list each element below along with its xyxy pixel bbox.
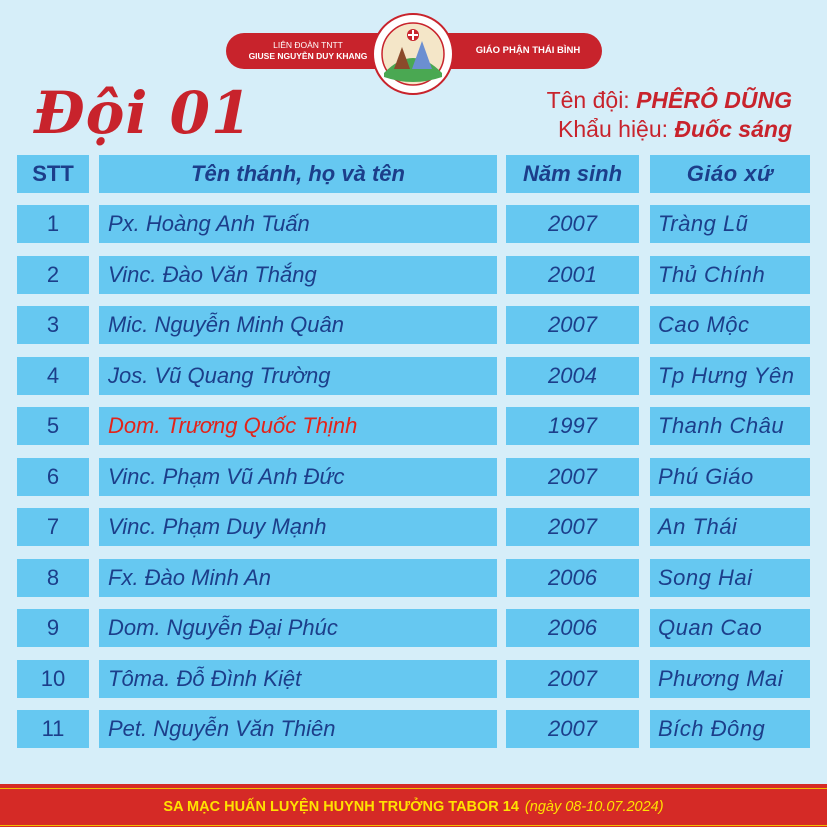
footer bbox=[0, 788, 827, 826]
cell-year: 2004 bbox=[506, 357, 639, 395]
cell-parish: Thủ Chính bbox=[650, 256, 810, 294]
cell-year: 2006 bbox=[506, 559, 639, 597]
cell-parish: Bích Đông bbox=[650, 710, 810, 748]
cell-stt: 3 bbox=[17, 306, 89, 344]
cell-stt: 9 bbox=[17, 609, 89, 647]
header-name: Tên thánh, họ và tên bbox=[99, 155, 497, 193]
cell-parish: Tp Hưng Yên bbox=[650, 357, 810, 395]
cell-stt: 2 bbox=[17, 256, 89, 294]
cell-parish: Quan Cao bbox=[650, 609, 810, 647]
cell-parish: Phú Giáo bbox=[650, 458, 810, 496]
team-info bbox=[547, 86, 792, 144]
cell-name: Dom. Nguyễn Đại Phúc bbox=[99, 609, 497, 647]
header-stt: STT bbox=[17, 155, 89, 193]
cell-name: Mic. Nguyễn Minh Quân bbox=[99, 306, 497, 344]
cell-name: Tôma. Đỗ Đình Kiệt bbox=[99, 660, 497, 698]
cell-parish: Thanh Châu bbox=[650, 407, 810, 445]
footer-date: (ngày 08-10.07.2024) bbox=[524, 799, 664, 815]
footer-title: SA MẠC HUẤN LUYỆN HUYNH TRƯỞNG TABOR 14 bbox=[163, 799, 519, 815]
cell-stt: 10 bbox=[17, 660, 89, 698]
cell-name: Dom. Trương Quốc Thịnh bbox=[99, 407, 497, 445]
header-right-text: GIÁO PHẬN THÁI BÌNH bbox=[475, 45, 581, 56]
header-left-text bbox=[238, 40, 378, 62]
team-name-line bbox=[547, 86, 792, 115]
team-name-value: PHÊRÔ DŨNG bbox=[636, 87, 792, 113]
cell-year: 2007 bbox=[506, 205, 639, 243]
cell-parish: Cao Mộc bbox=[650, 306, 810, 344]
cell-year: 2006 bbox=[506, 609, 639, 647]
cell-stt: 11 bbox=[17, 710, 89, 748]
cell-stt: 1 bbox=[17, 205, 89, 243]
cell-name: Jos. Vũ Quang Trường bbox=[99, 357, 497, 395]
cell-stt: 6 bbox=[17, 458, 89, 496]
header-parish: Giáo xứ bbox=[650, 155, 810, 193]
cell-year: 2007 bbox=[506, 458, 639, 496]
header-year: Năm sinh bbox=[506, 155, 639, 193]
cell-stt: 5 bbox=[17, 407, 89, 445]
header-left-line1: LIÊN ĐOÀN TNTT bbox=[273, 40, 343, 50]
cell-name: Vinc. Đào Văn Thắng bbox=[99, 256, 497, 294]
team-motto-line bbox=[547, 115, 792, 144]
cell-year: 2007 bbox=[506, 508, 639, 546]
team-name-label: Tên đội: bbox=[546, 87, 630, 113]
cell-name: Vinc. Phạm Vũ Anh Đức bbox=[99, 458, 497, 496]
cell-year: 2007 bbox=[506, 710, 639, 748]
cell-name: Fx. Đào Minh An bbox=[99, 559, 497, 597]
cell-parish: An Thái bbox=[650, 508, 810, 546]
cell-name: Vinc. Phạm Duy Mạnh bbox=[99, 508, 497, 546]
team-motto-value: Đuốc sáng bbox=[674, 116, 792, 142]
team-title: Đội 01 bbox=[34, 79, 253, 147]
cell-name: Pet. Nguyễn Văn Thiên bbox=[99, 710, 497, 748]
cell-stt: 7 bbox=[17, 508, 89, 546]
cell-stt: 4 bbox=[17, 357, 89, 395]
cell-year: 2007 bbox=[506, 660, 639, 698]
diocese-seal-icon bbox=[372, 13, 454, 95]
cell-stt: 8 bbox=[17, 559, 89, 597]
cell-name: Px. Hoàng Anh Tuấn bbox=[99, 205, 497, 243]
cell-parish: Tràng Lũ bbox=[650, 205, 810, 243]
cell-parish: Phương Mai bbox=[650, 660, 810, 698]
cell-parish: Song Hai bbox=[650, 559, 810, 597]
team-motto-label: Khẩu hiệu: bbox=[558, 116, 669, 142]
header-left-line2: GIUSE NGUYỄN DUY KHANG bbox=[248, 51, 368, 61]
cell-year: 1997 bbox=[506, 407, 639, 445]
cell-year: 2007 bbox=[506, 306, 639, 344]
cell-year: 2001 bbox=[506, 256, 639, 294]
